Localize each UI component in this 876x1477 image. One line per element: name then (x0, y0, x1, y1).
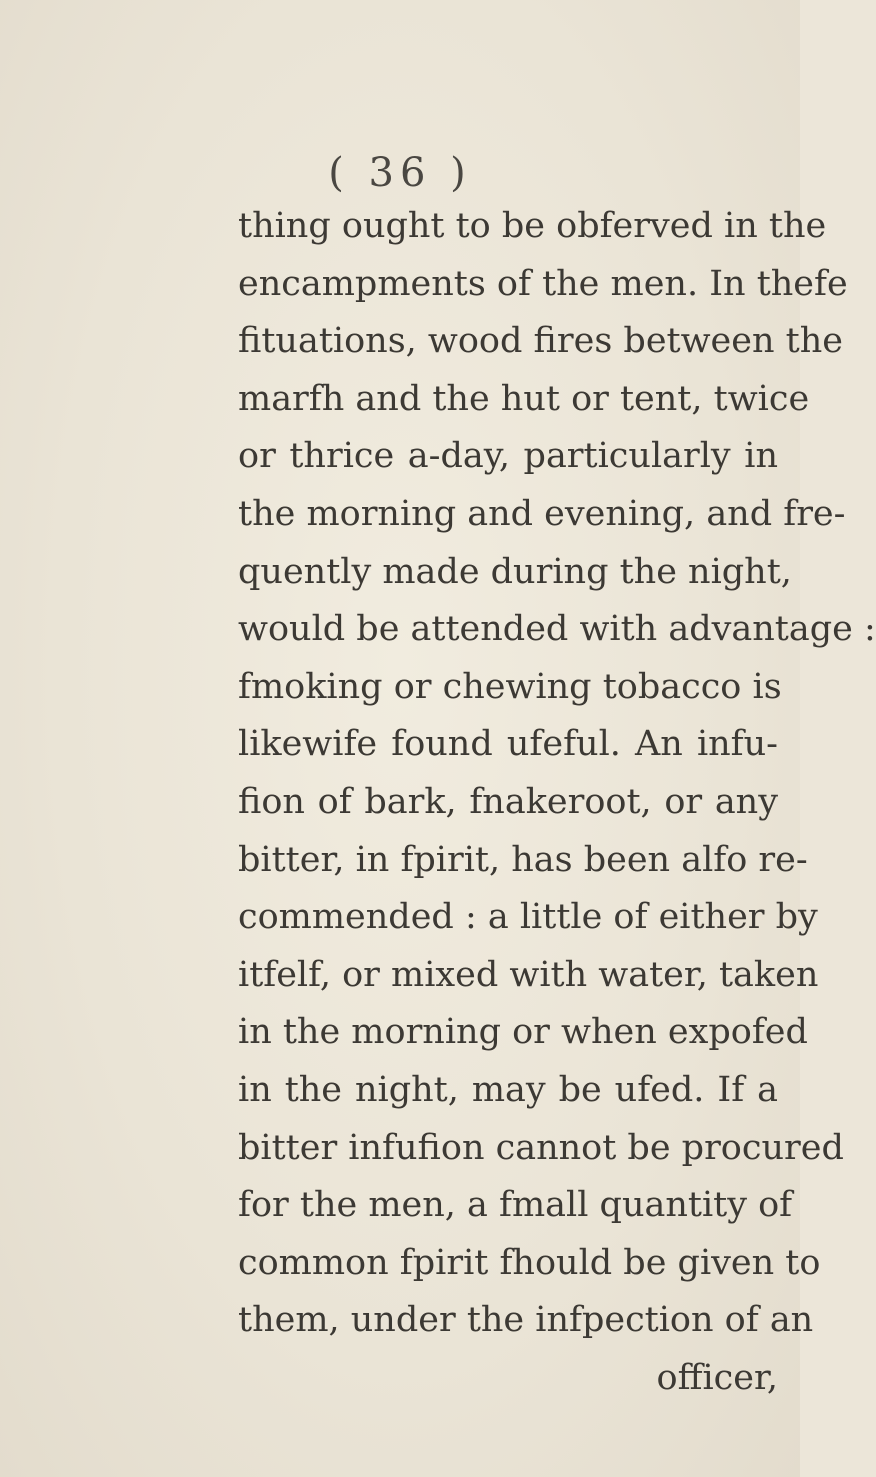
catchword: officer, (656, 1357, 778, 1398)
text-line: common fpirit fhould be given to (238, 1242, 821, 1283)
text-line: bitter infufion cannot be procured (238, 1127, 844, 1168)
text-line: would be attended with advantage : (238, 609, 876, 650)
text-line: thing ought to be obferved in the (238, 206, 827, 246)
text-line: in the morning or when expofed (238, 1012, 808, 1053)
text-line: marfh and the hut or tent, twice (238, 378, 810, 419)
text-line: commended : a little of either by (238, 897, 818, 938)
text-line: for the men, a fmall quantity of (238, 1185, 793, 1226)
text-line: likewife found ufeful. An infu- (238, 724, 778, 765)
text-line: bitter, in fpirit, has been alfo re- (238, 839, 808, 880)
body-text (238, 198, 876, 1407)
text-line: fmoking or chewing tobacco is (238, 666, 782, 707)
text-line: them, under the infpection of an (238, 1300, 814, 1341)
text-line: encampments of the men. In thefe (238, 263, 848, 304)
text-line: or thrice a-day, particularly in (238, 436, 778, 477)
text-line: itfelf, or mixed with water, taken (238, 954, 819, 995)
page-number: ( 36 ) (328, 150, 472, 196)
text-line: in the night, may be ufed. If a (238, 1069, 778, 1110)
text-line: quently made during the night, (238, 551, 792, 592)
text-line: the morning and evening, and fre- (238, 493, 846, 534)
text-line: fion of bark, fnakeroot, or any (238, 781, 778, 822)
text-line: fituations, wood fires between the (238, 321, 843, 362)
